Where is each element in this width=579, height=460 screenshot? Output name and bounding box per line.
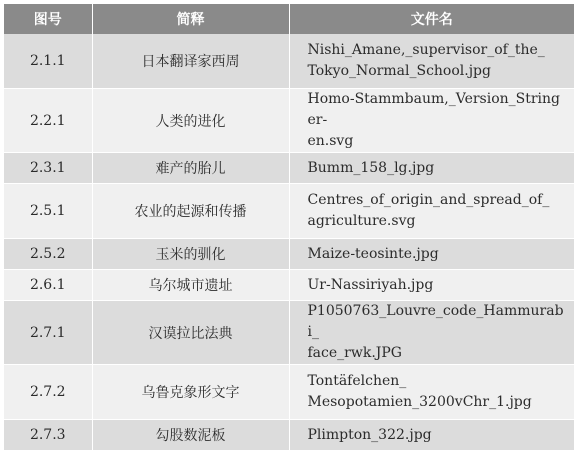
filename-line: Mesopotamien_3200vChr_1.jpg (307, 394, 532, 410)
description-cell: 日本翻译家西周 (92, 34, 289, 89)
figure-number-cell: 2.3.1 (4, 153, 92, 184)
description-cell: 农业的起源和传播 (92, 184, 289, 239)
table-row (4, 270, 574, 301)
filename-line: Tontäfelchen_ (307, 373, 407, 389)
header-description: 简释 (92, 4, 289, 34)
figure-index-table (4, 4, 574, 451)
description-cell: 难产的胎儿 (92, 153, 289, 184)
description-cell: 人类的进化 (92, 89, 289, 153)
filename-cell (289, 184, 574, 239)
filename-cell (289, 34, 574, 89)
filename-line: Tokyo_Normal_School.jpg (307, 63, 491, 79)
description-cell: 乌鲁克象形文字 (92, 365, 289, 420)
filename-line: Centres_of_origin_and_spread_of_ (307, 192, 550, 208)
figure-number-cell: 2.2.1 (4, 89, 92, 153)
figure-number-cell: 2.7.3 (4, 420, 92, 451)
header-figure-number: 图号 (4, 4, 92, 34)
figure-number-cell: 2.1.1 (4, 34, 92, 89)
filename-line: face_rwk.JPG (307, 345, 402, 361)
filename-line: Maize-teosinte.jpg (307, 245, 439, 262)
filename-line: Ur-Nassiriyah.jpg (307, 276, 434, 293)
filename-cell (289, 89, 574, 153)
filename-cell (289, 270, 574, 301)
description-cell: 勾股数泥板 (92, 420, 289, 451)
figure-number-cell: 2.5.2 (4, 239, 92, 270)
table-row (4, 239, 574, 270)
filename-cell (289, 420, 574, 451)
description-cell: 汉谟拉比法典 (92, 301, 289, 365)
description-cell: 玉米的驯化 (92, 239, 289, 270)
filename-line: en.svg (307, 133, 354, 149)
filename-cell (289, 365, 574, 420)
table-row (4, 89, 574, 153)
figure-number-cell: 2.7.2 (4, 365, 92, 420)
filename-cell (289, 153, 574, 184)
filename-cell (289, 301, 574, 365)
filename-line: Homo-Stammbaum,_Version_Stringer- (307, 91, 561, 128)
figure-number-cell: 2.7.1 (4, 301, 92, 365)
table-body (4, 34, 574, 451)
filename-line: Plimpton_322.jpg (307, 426, 432, 443)
table-row (4, 365, 574, 420)
description-cell: 乌尔城市遗址 (92, 270, 289, 301)
figure-index-table-container (4, 4, 574, 451)
figure-number-cell: 2.5.1 (4, 184, 92, 239)
filename-line: agriculture.svg (307, 213, 416, 229)
table-row (4, 153, 574, 184)
filename-line: P1050763_Louvre_code_Hammurabi_ (307, 303, 564, 340)
table-row (4, 301, 574, 365)
header-filename: 文件名 (289, 4, 574, 34)
table-row (4, 34, 574, 89)
filename-line: Bumm_158_lg.jpg (307, 159, 435, 176)
figure-number-cell: 2.6.1 (4, 270, 92, 301)
filename-cell (289, 239, 574, 270)
table-row (4, 184, 574, 239)
header-row (4, 4, 574, 34)
filename-line: Nishi_Amane,_supervisor_of_the_ (307, 42, 545, 58)
table-row (4, 420, 574, 451)
